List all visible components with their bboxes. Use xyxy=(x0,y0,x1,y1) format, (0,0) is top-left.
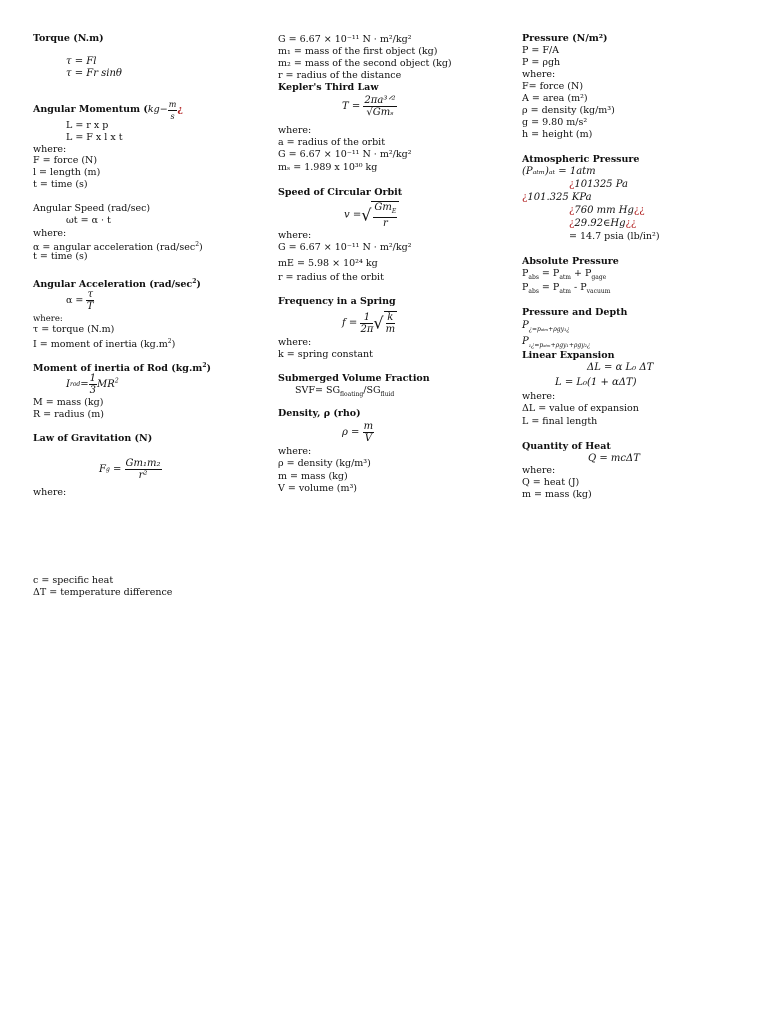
svf-eq: $SVF= SG_{floating}/SG_{fluid}$ xyxy=(295,385,395,398)
angular-momentum-var-3: t = time (s) xyxy=(33,179,88,190)
pressure-var-f: F= force (N) xyxy=(522,81,584,92)
linear-expansion-where: where: xyxy=(522,391,556,402)
pressure-heading: Pressure (N/m²) xyxy=(522,33,608,44)
angular-speed-eq: ωt = α · t xyxy=(66,215,111,226)
pressure-var-g: g = 9.80 m/s² xyxy=(522,117,588,128)
angular-momentum-where: where: xyxy=(33,144,67,155)
pressure-eq-2: P = ρgh xyxy=(522,57,561,68)
pressure-var-a: A = area (m²) xyxy=(522,93,588,104)
density-where: where: xyxy=(278,446,312,457)
rod-eq: Irod= $\frac{1}{3}$ $MR^2$ xyxy=(66,373,119,396)
kepler-var-g: G = 6.67 × 10⁻¹¹ N · m²/kg² xyxy=(278,149,412,160)
gravitation-eq: Fg = $\frac{\text{Gm₁m₂}}{\text{r²}}$ xyxy=(99,458,161,481)
atmospheric-line-2: ¿101325 Pa xyxy=(569,179,628,190)
rod-heading: Moment of inertia of Rod $(kg.m^2)$ xyxy=(33,362,211,375)
svf-heading: Submerged Volume Fraction xyxy=(278,373,430,384)
linear-expansion-eq-2: L = L₀(1 + αΔT) xyxy=(555,377,637,388)
density-var-m: m = mass (kg) xyxy=(278,471,348,482)
kepler-heading: Kepler's Third Law xyxy=(278,82,379,93)
torque-eq-1: τ = Fl xyxy=(66,56,97,67)
circular-orbit-var-g: G = 6.67 × 10⁻¹¹ N · m²/kg² xyxy=(278,242,412,253)
pressure-var-rho: ρ = density (kg/m³) xyxy=(522,105,615,116)
grav-var-r: r = radius of the distance xyxy=(278,70,402,81)
angular-momentum-eq-1: L = r x p xyxy=(66,120,109,131)
spring-where: where: xyxy=(278,337,312,348)
angular-accel-heading: Angular Acceleration $(rad/\sec^2)$ xyxy=(33,278,201,291)
linear-expansion-heading: Linear Expansion xyxy=(522,350,615,361)
linear-expansion-eq-1: ΔL = α L₀ ΔT xyxy=(587,362,654,373)
angular-momentum-heading: Angular Momentum (kg− $\frac{m}{s}$ ¿ xyxy=(33,100,183,121)
torque-eq-2: τ = Fr sinθ xyxy=(66,68,122,79)
angular-speed-where: where: xyxy=(33,228,67,239)
absolute-pressure-eq-2: $P_{abs} = P_{atm} - P_{vacuum}$ xyxy=(522,282,611,295)
spring-eq: f = $\frac{1}{2\pi}$ √ $\frac{k}{m}$ xyxy=(342,311,396,335)
torque-heading: Torque (N.m) xyxy=(33,33,104,44)
grav-constant: G = 6.67 × 10⁻¹¹ N · m²/kg² xyxy=(278,34,412,45)
circular-orbit-var-r: r = radius of the orbit xyxy=(278,272,384,283)
rod-var-2: R = radius (m) xyxy=(33,409,104,420)
atmospheric-line-6: = 14.7 psia (lb/in²) xyxy=(569,231,660,242)
angular-accel-eq: α = $\frac{\tau}{T}$ xyxy=(66,289,94,312)
pressure-depth-eq-1: $P_{¿=p_{atm}+\rho gy_1¿}$ xyxy=(522,320,570,333)
linear-expansion-var-2: L = final length xyxy=(522,416,598,427)
spring-heading: Frequency in a Spring xyxy=(278,296,396,307)
gravitation-where: where: xyxy=(33,487,67,498)
grav-var-m1: m₁ = mass of the first object (kg) xyxy=(278,46,438,57)
pressure-where: where: xyxy=(522,69,556,80)
density-heading: Density, ρ (rho) xyxy=(278,408,361,419)
heat-var-c: c = specific heat xyxy=(33,575,114,586)
density-var-rho: ρ = density (kg/m³) xyxy=(278,458,371,469)
pressure-var-h: h = height (m) xyxy=(522,129,593,140)
angular-momentum-eq-2: L = F x l x t xyxy=(66,132,123,143)
angular-accel-var-1: τ = torque (N.m) xyxy=(33,324,115,335)
angular-momentum-var-2: l = length (m) xyxy=(33,167,101,178)
linear-expansion-var-1: ΔL = value of expansion xyxy=(522,403,639,414)
heat-where: where: xyxy=(522,465,556,476)
kepler-eq: T = $\frac{\text{2πa³ᐟ²}}{\text{√Gmₛ}}$ xyxy=(342,95,396,118)
atmospheric-line-4: ¿760 mm Hg¿¿ xyxy=(569,205,645,216)
absolute-pressure-heading: Absolute Pressure xyxy=(522,256,619,267)
gravitation-heading: Law of Gravitation (N) xyxy=(33,433,153,444)
density-eq: ρ = $\frac{m}{V}$ xyxy=(342,421,374,444)
heat-eq: Q = mcΔT xyxy=(588,453,640,464)
kepler-var-ms: mₛ = 1.989 x 10³⁰ kg xyxy=(278,162,378,173)
atmospheric-heading: Atmospheric Pressure xyxy=(522,154,640,165)
heat-var-q: Q = heat (J) xyxy=(522,477,580,488)
pressure-depth-eq-2: $P_{_1¿=p_{atm}+\rho gy_1+\rho gy_2¿}$ xyxy=(522,336,591,349)
density-var-v: V = volume (m³) xyxy=(278,483,357,494)
circular-orbit-eq: v =√ $\frac{Gm_E}{r}$ xyxy=(344,201,399,229)
grav-var-m2: m₂ = mass of the second object (kg) xyxy=(278,58,452,69)
angular-speed-var-1: α = angular acceleration $(rad/\sec^2)$ xyxy=(33,241,203,254)
pressure-depth-heading: Pressure and Depth xyxy=(522,307,628,318)
absolute-pressure-eq-1: $P_{abs} = P_{atm} + P_{gage}$ xyxy=(522,268,607,281)
angular-momentum-var-1: F = force (N) xyxy=(33,155,98,166)
heat-var-m: m = mass (kg) xyxy=(522,489,592,500)
pressure-eq-1: P = F/A xyxy=(522,45,560,56)
heat-var-delta-t: ΔT = temperature difference xyxy=(33,587,173,598)
circular-orbit-heading: Speed of Circular Orbit xyxy=(278,187,403,198)
kepler-var-a: a = radius of the orbit xyxy=(278,137,386,148)
atmospheric-line-1: (Pₐₜₘ)ₐₜ = 1atm xyxy=(522,166,596,177)
angular-speed-heading: Angular Speed (rad/sec) xyxy=(33,203,151,214)
circular-orbit-where: where: xyxy=(278,230,312,241)
spring-var-k: k = spring constant xyxy=(278,349,373,360)
angular-speed-var-2: t = time (s) xyxy=(33,251,88,262)
rod-var-1: M = mass (kg) xyxy=(33,397,104,408)
atmospheric-line-3: ¿101.325 KPa xyxy=(522,192,592,203)
atmospheric-line-5: ¿29.92∈Hg¿¿ xyxy=(569,218,637,229)
heat-heading: Quantity of Heat xyxy=(522,441,611,452)
angular-accel-var-2: I = moment of inertia $(kg.m^2)$ xyxy=(33,338,176,351)
kepler-where: where: xyxy=(278,125,312,136)
angular-accel-where: where: xyxy=(33,314,63,324)
circular-orbit-var-me: mE = 5.98 × 10²⁴ kg xyxy=(278,258,378,269)
